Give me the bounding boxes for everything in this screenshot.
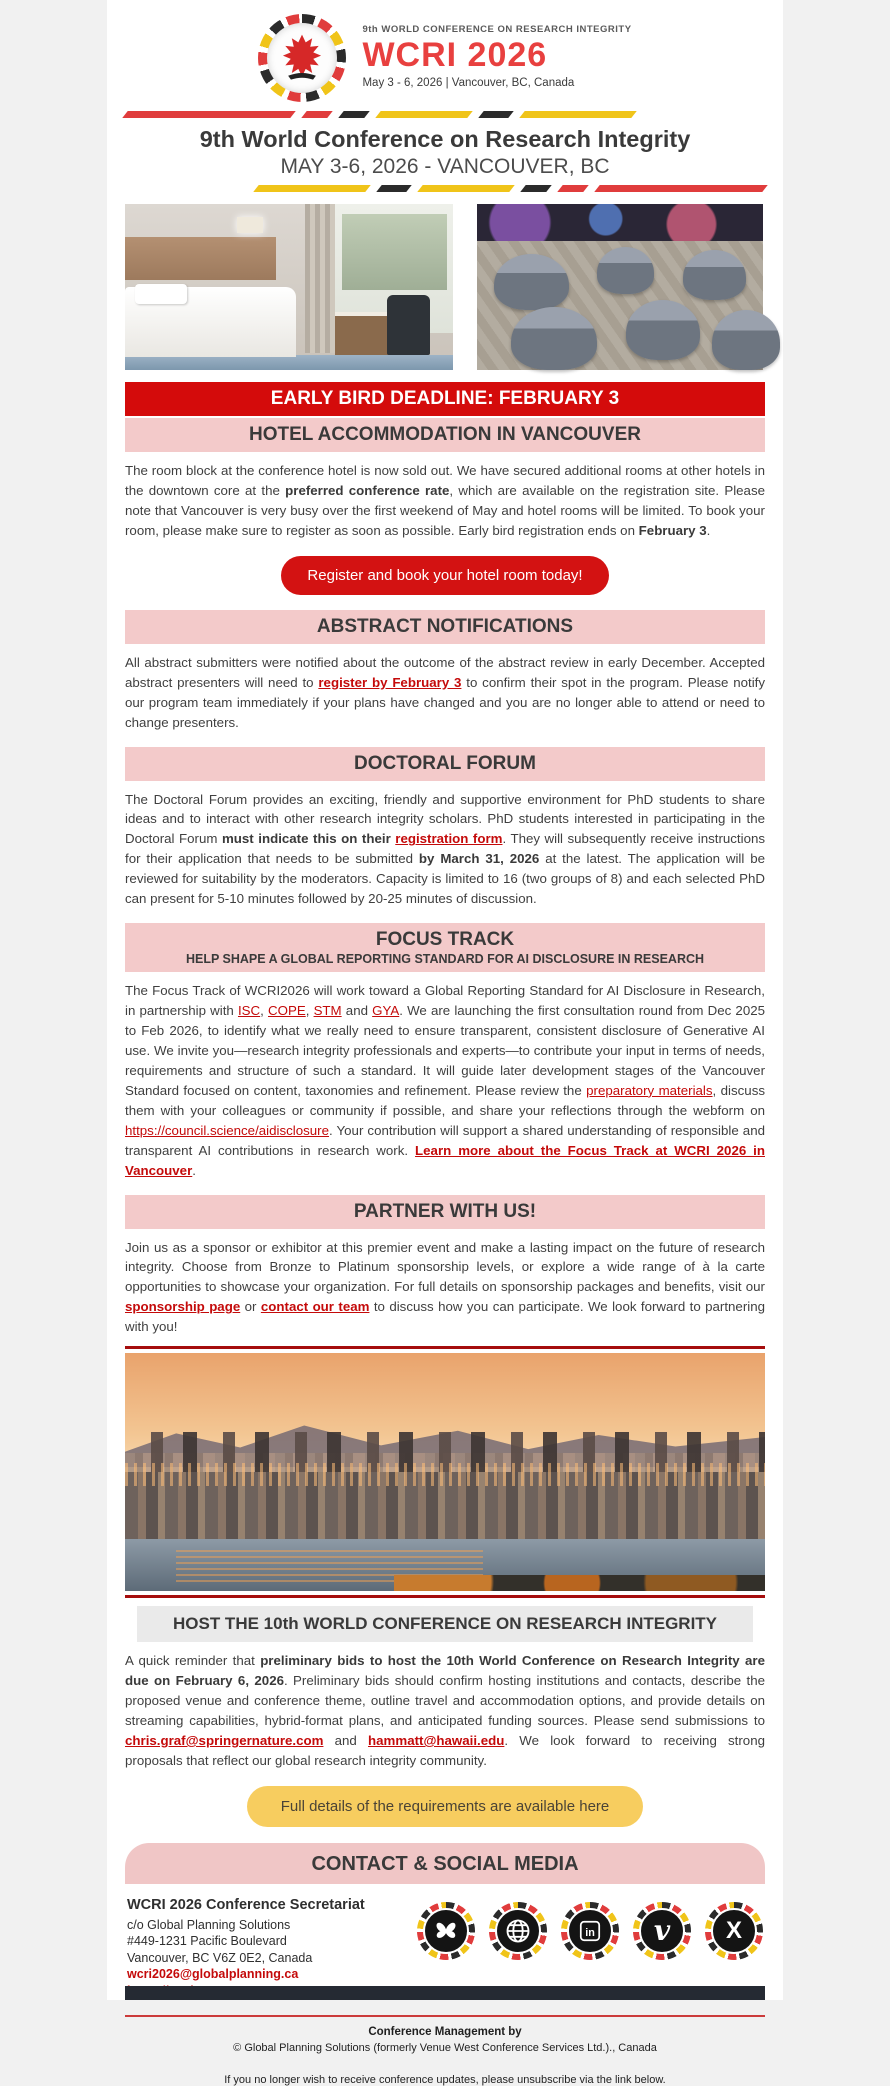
contact-section-heading: CONTACT & SOCIAL MEDIA (125, 1843, 765, 1884)
hotel-room-photo (125, 204, 453, 370)
logo-wordmark: WCRI 2026 (362, 36, 548, 75)
globe-icon[interactable] (489, 1902, 547, 1960)
contact-line: Vancouver, BC V6Z 0E2, Canada (127, 1950, 313, 1965)
stm-link[interactable]: STM (313, 1003, 342, 1019)
chris-graf-email-link[interactable]: chris.graf@springernature.com (125, 1732, 324, 1748)
linkedin-icon[interactable] (561, 1902, 619, 1960)
early-bird-banner: EARLY BIRD DEADLINE: FEBRUARY 3 (125, 382, 765, 416)
focus-section-subheading: HELP SHAPE A GLOBAL REPORTING STANDARD FOR AI DISCLOSURE IN RESEARCH (185, 952, 705, 967)
vancouver-skyline-photo (125, 1353, 765, 1591)
tricolor-stripe-top (125, 111, 765, 118)
hotel-photos-row (125, 204, 765, 370)
vimeo-icon[interactable]: v (633, 1902, 691, 1960)
focus-section-heading: FOCUS TRACK HELP SHAPE A GLOBAL REPORTING STANDARD FOR AI DISCLOSURE IN RESEARCH (125, 923, 765, 972)
hotel-paragraph: The room block at the conference hotel is now sold out. We have secured additional rooms at other hotels in the downtown core at the preferred conference rate, which are available on the registration site. Please note that Vancouver is very busy over the first weekend of May and hotel rooms will be limited. To book your room, please make sure to register as soon as possible. Early bird registration ends on February 3. (125, 463, 766, 538)
x-icon[interactable]: X (705, 1902, 763, 1960)
bid-requirements-button[interactable]: Full details of the requirements are available here (247, 1786, 644, 1827)
ballroom-photo (477, 204, 763, 370)
registration-form-link[interactable]: registration form (395, 831, 503, 847)
preparatory-materials-link[interactable]: preparatory materials (586, 1082, 713, 1098)
host-paragraph: A quick reminder that preliminary bids to host the 10th World Conference on Research Integrity are due on February 6, 2026. Preliminary bids should confirm hosting institutions and contacts, describe the proposed venue and conference theme, outline travel and accommodation options, and provide details on streaming capabilities, hybrid-format plans, and anticipated funding sources. Please send submissions to chris.graf@springernature.com and hammatt@hawaii.edu. We look forward to receiving strong proposals that reflect our global research integrity community. (125, 1653, 765, 1768)
divider-rule (125, 1346, 765, 1349)
maple-leaf-icon (267, 23, 337, 93)
bottom-dark-bar (125, 1986, 765, 2000)
contact-line: c/o Global Planning Solutions (127, 1917, 291, 1932)
secretariat-name: WCRI 2026 Conference Secretariat (127, 1896, 365, 1913)
abstract-paragraph: All abstract submitters were notified about the outcome of the abstract review in early December. Accepted abstract presenters will need to register by February 3 to confirm their spot in the program. Please notify our program team immediately if your plans have changed and you are no longer able to attend or need to change presenters. (125, 654, 765, 730)
email-newsletter (107, 0, 783, 2086)
focus-track-learn-more-link[interactable]: Learn more about the Focus Track at WCRI 2026 in Vancouver (125, 1142, 765, 1178)
page-subtitle: MAY 3-6, 2026 - VANCOUVER, BC (280, 155, 610, 178)
focus-paragraph: The Focus Track of WCRI2026 will work toward a Global Reporting Standard for AI Disclosure in Research, in partnership with ISC, COPE, STM and GYA. We are launching the first consultation round from Dec 2025 to Feb 2026, to identify what we really need to ensure transparent, consistent disclosure of Generative AI use. We invite you—research integrity professionals and experts—to contribute your input in terms of needs, requirements and structure of such a standard. It will guide later development stages of the Vancouver Standard focused on content, taxonomies and refinement. Please review the preparatory materials, discuss them with your colleagues or community if possible, and share your reflections through the webform on https://council.science/aidisclosure. Your contribution will support a shared understanding of responsible and transparent AI contributions in research work. Learn more about the Focus Track at WCRI 2026 in Vancouver. (125, 983, 766, 1178)
partner-section-heading: PARTNER WITH US! (125, 1195, 765, 1229)
contact-our-team-link[interactable]: contact our team (260, 1299, 370, 1315)
conference-logo (125, 6, 765, 106)
footer-divider (125, 2015, 765, 2017)
logo-dateline: May 3 - 6, 2026 | Vancouver, BC, Canada (362, 77, 575, 90)
abstract-section-heading: ABSTRACT NOTIFICATIONS (125, 610, 765, 644)
contact-email-link[interactable]: wcri2026@globalplanning.ca (127, 1967, 299, 1982)
logo-badge-icon (258, 14, 346, 102)
logo-eyebrow: 9th WORLD CONFERENCE ON RESEARCH INTEGRITY (362, 24, 632, 36)
gya-link[interactable]: GYA (372, 1003, 400, 1019)
copyright-text: © Global Planning Solutions (formerly Venue West Conference Services Ltd.)., Canada (233, 2042, 657, 2055)
contact-line: #449-1231 Pacific Boulevard (127, 1934, 287, 1949)
cope-link[interactable]: COPE (268, 1003, 306, 1019)
unsubscribe-text: If you no longer wish to receive conference updates, please unsubscribe via the link below. (224, 2074, 666, 2086)
partner-paragraph: Join us as a sponsor or exhibitor at this premier event and make a lasting impact on the future of research integrity. Choose from Bronze to Platinum sponsorship levels, or explore a wide range of à la carte opportunities to showcase your organization. For full details on sponsorship packages and benefits, visit our sponsorship page or contact our team to discuss how you can participate. We look forward to partnering with you! (125, 1239, 766, 1335)
register-by-feb3-link[interactable]: register by February 3 (318, 674, 462, 690)
doctoral-section-heading: DOCTORAL FORUM (125, 747, 765, 781)
aidisclosure-url-link[interactable]: https://council.science/aidisclosure (125, 1122, 329, 1138)
managed-by-label: Conference Management by (368, 2026, 522, 2039)
page-title: 9th World Conference on Research Integrity (199, 126, 691, 152)
footer (125, 2026, 765, 2086)
svg-text:in: in (585, 1926, 595, 1939)
hammatt-email-link[interactable]: hammatt@hawaii.edu (368, 1732, 505, 1748)
isc-link[interactable]: ISC (237, 1003, 261, 1019)
host-section-heading: HOST THE 10th WORLD CONFERENCE ON RESEARCH INTEGRITY (137, 1606, 753, 1642)
register-hotel-button[interactable]: Register and book your hotel room today! (281, 556, 608, 595)
hotel-section-heading: HOTEL ACCOMMODATION IN VANCOUVER (125, 418, 765, 452)
tricolor-stripe-bottom (125, 185, 765, 192)
social-icons-row (417, 1896, 763, 1960)
bluesky-butterfly-icon[interactable] (417, 1902, 475, 1960)
sponsorship-page-link[interactable]: sponsorship page (125, 1299, 241, 1315)
doctoral-paragraph: The Doctoral Forum provides an exciting, friendly and supportive environment for PhD students to share ideas and to interact with other research integrity scholars. PhD students interested in participating in the Doctoral Forum must indicate this on their registration form. They will subsequently receive instructions for their application that needs to be submitted by March 31, 2026 at the latest. The application will be reviewed for suitability by the moderators. Capacity is limited to 16 (two groups of 8) and each selected PhD can present for 5-10 minutes followed by 20-25 minutes of discussion. (125, 791, 766, 907)
divider-rule (125, 1595, 765, 1598)
